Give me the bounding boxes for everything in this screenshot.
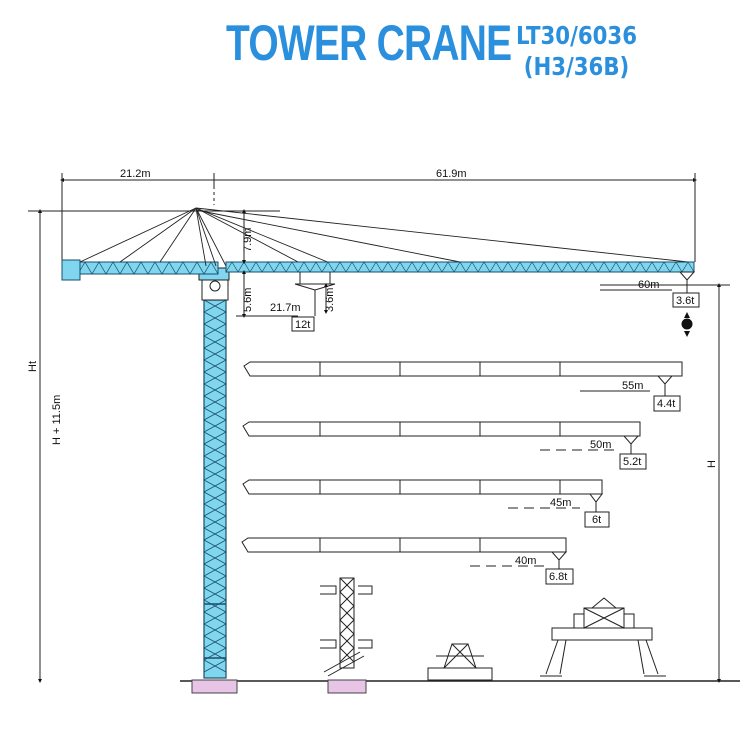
jib-config-45 <box>243 480 602 512</box>
radius-40-label: 40m <box>515 555 537 567</box>
max-load-label: 12t <box>295 319 311 331</box>
top-dimension <box>62 173 695 262</box>
jib-config-55 <box>244 362 682 396</box>
mast-section-base <box>328 680 366 693</box>
main-jib <box>226 262 694 272</box>
tip-load-40-label: 6.8t <box>549 571 568 583</box>
mast-section-detail <box>320 578 372 676</box>
model-number: LT30/6036 <box>516 21 638 50</box>
portal-gantry <box>540 598 666 676</box>
tower-head <box>80 208 688 266</box>
right-height-dimension <box>600 285 730 681</box>
tip-load-45-label: 6t <box>592 514 602 526</box>
radius-60-label: 60m <box>638 279 660 291</box>
tip-load-55-label: 4.4t <box>657 398 676 410</box>
counter-jib-length: 21.2m <box>120 168 151 180</box>
radius-45-label: 45m <box>550 497 572 509</box>
left-height-dimension <box>28 211 280 681</box>
apex-height-label: 7.9m <box>242 227 254 252</box>
radius-55-label: 55m <box>622 380 644 392</box>
tower-mast <box>204 300 226 678</box>
max-load-radius-label: 21.7m <box>270 302 301 314</box>
tip-load-50-label: 5.2t <box>623 456 642 468</box>
model-code: (H3/36B) <box>523 52 630 81</box>
radius-50-label: 50m <box>590 439 612 451</box>
counter-jib <box>78 262 218 274</box>
tip-load-60-label: 3.6t <box>676 295 695 307</box>
height-total-label: Ht <box>27 361 39 372</box>
tower-foundation <box>192 680 237 693</box>
jib-length: 61.9m <box>436 168 467 180</box>
jib-config-50 <box>243 422 640 454</box>
reduction-indicator <box>682 312 693 337</box>
height-formula-label: H + 11.5m <box>51 394 63 445</box>
cab-height-label: 5.6m <box>242 287 254 312</box>
hook-drop-label: 3.6m <box>324 287 336 312</box>
transport-skid <box>428 644 492 680</box>
height-under-hook-label: H <box>706 460 718 468</box>
diagram-title: TOWER CRANE <box>226 15 512 71</box>
counterweight <box>62 260 80 280</box>
